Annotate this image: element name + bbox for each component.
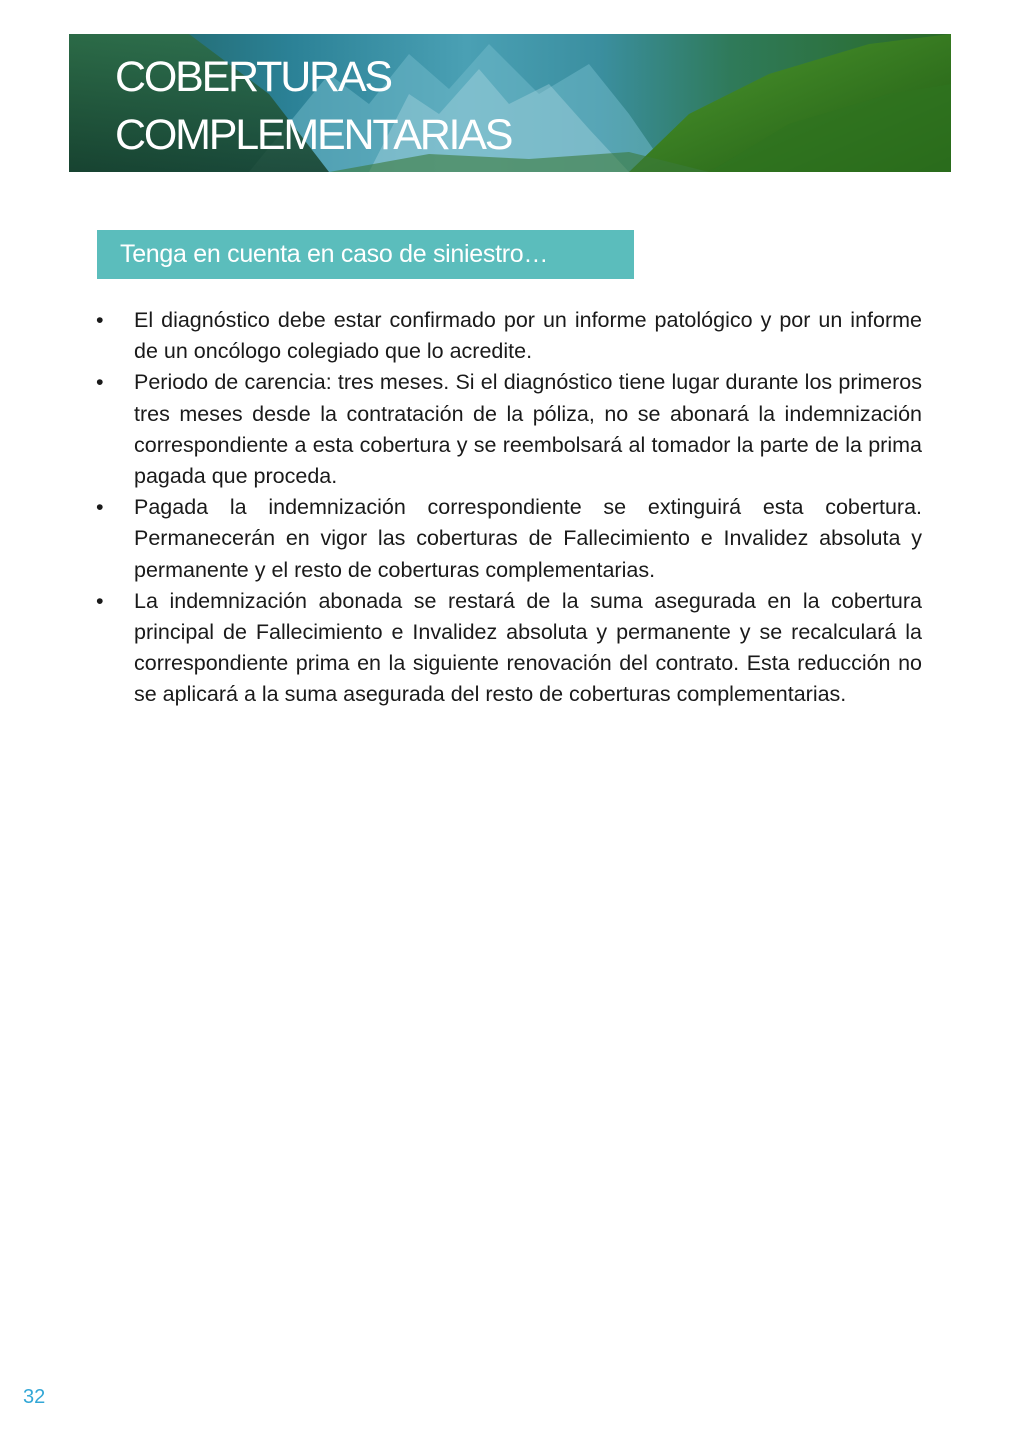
bullet-icon: • bbox=[96, 495, 104, 520]
section-subheader bbox=[97, 230, 634, 279]
header-banner bbox=[69, 34, 951, 172]
list-item-text: La indemnización abonada se restará de la suma asegurada en la cobertura principal de Fallecimiento e Invalidez absoluta y permanente y se recalculará la correspondiente prima en la siguiente renovación del contrato. Esta reducción no se aplicará a la suma asegurada del resto de coberturas complementarias. bbox=[134, 588, 922, 707]
section-subheader-label: Tenga en cuenta en caso de siniestro… bbox=[120, 240, 549, 268]
list-item-text: El diagnóstico debe estar confirmado por un informe patológico y por un informe de un oncólogo colegiado que lo acredite. bbox=[134, 308, 922, 364]
page-title-line-2: COMPLEMENTARIAS bbox=[115, 111, 512, 159]
list-item bbox=[96, 367, 922, 492]
bullet-icon: • bbox=[96, 588, 104, 613]
list-item bbox=[96, 492, 922, 586]
conditions-list bbox=[96, 305, 922, 711]
list-item bbox=[96, 305, 922, 367]
page-title bbox=[115, 48, 511, 164]
bullet-icon: • bbox=[96, 370, 104, 395]
page-title-line-1: COBERTURAS bbox=[115, 53, 391, 101]
page-number: 32 bbox=[23, 1386, 46, 1408]
list-item-text: Periodo de carencia: tres meses. Si el diagnóstico tiene lugar durante los primeros tres meses desde la contratación de la póliza, no se abonará la indemnización correspondiente a esta cobertura y se reembolsará al tomador la parte de la prima pagada que proceda. bbox=[134, 370, 922, 489]
bullet-icon: • bbox=[96, 308, 104, 332]
list-item bbox=[96, 586, 922, 711]
list-item-text: Pagada la indemnización correspondiente se extinguirá esta cobertura. Permanecerán en vigor las coberturas de Fallecimiento e Invalidez absoluta y permanente y el resto de coberturas complementarias. bbox=[134, 495, 922, 582]
